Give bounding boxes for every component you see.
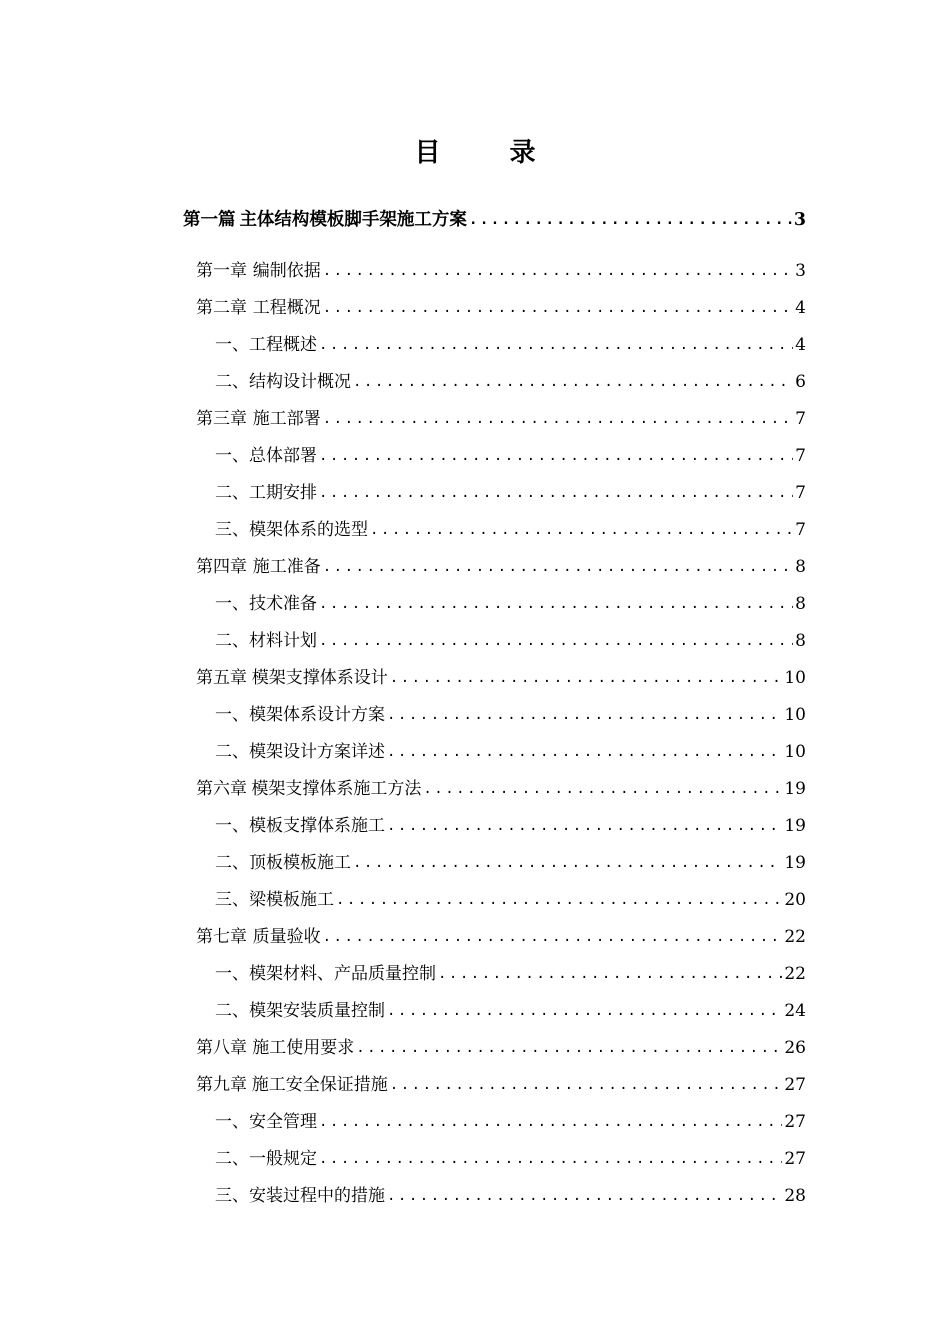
toc-entry-number: 第一章 bbox=[196, 261, 247, 281]
toc-dot-leader bbox=[334, 888, 782, 912]
toc-dot-leader bbox=[354, 1036, 782, 1060]
toc-entry-label: 二、结构设计概况 bbox=[215, 372, 351, 392]
toc-dot-leader bbox=[317, 444, 793, 468]
toc-page-number: 7 bbox=[795, 520, 806, 540]
toc-page-number: 24 bbox=[784, 1001, 806, 1021]
toc-page-number: 6 bbox=[795, 372, 806, 392]
toc-dot-leader bbox=[388, 666, 783, 690]
toc-entry-number: 第四章 bbox=[196, 557, 247, 577]
toc-chapter-entry[interactable] bbox=[196, 917, 806, 954]
toc-entry-number: 第九章 bbox=[196, 1075, 247, 1095]
toc-entry-number: 第三章 bbox=[196, 409, 247, 429]
toc-dot-leader bbox=[317, 592, 793, 616]
toc-entry-label: 施工部署 bbox=[252, 409, 321, 429]
page-title: 目 录 bbox=[414, 138, 566, 168]
toc-page-number: 7 bbox=[795, 446, 806, 466]
toc-page-number: 19 bbox=[784, 779, 806, 799]
toc-page-number: 22 bbox=[784, 927, 806, 947]
toc-part-entry[interactable] bbox=[183, 197, 806, 237]
toc-entry-label: 一、技术准备 bbox=[215, 594, 317, 614]
toc-entry-label: 二、材料计划 bbox=[215, 631, 317, 651]
toc-entry-number: 第一篇 bbox=[183, 210, 236, 230]
toc-page-number: 10 bbox=[784, 668, 806, 688]
toc-entry-label: 三、模架体系的选型 bbox=[215, 520, 368, 540]
toc-dot-leader bbox=[421, 777, 782, 801]
toc-page-number: 20 bbox=[784, 890, 806, 910]
toc-section-entry[interactable] bbox=[215, 584, 806, 621]
toc-page-number: 3 bbox=[793, 210, 806, 230]
toc-page-number: 8 bbox=[795, 631, 806, 651]
toc-section-entry[interactable] bbox=[215, 695, 806, 732]
toc-entry-label: 施工准备 bbox=[252, 557, 321, 577]
toc-page-number: 10 bbox=[784, 705, 806, 725]
toc-dot-leader bbox=[317, 333, 793, 357]
toc-dot-leader bbox=[368, 518, 793, 542]
toc-entry-number: 第五章 bbox=[196, 668, 247, 688]
toc-page-number: 19 bbox=[784, 853, 806, 873]
toc-dot-leader bbox=[351, 370, 793, 394]
toc-entry-label: 施工使用要求 bbox=[252, 1038, 355, 1058]
toc-entry-label: 一、总体部署 bbox=[215, 446, 317, 466]
toc-entry-number: 第七章 bbox=[196, 927, 247, 947]
toc-page-number: 4 bbox=[795, 298, 806, 318]
toc-page-number: 28 bbox=[784, 1186, 806, 1206]
toc-entry-label: 三、梁模板施工 bbox=[215, 890, 334, 910]
toc-page-number: 22 bbox=[784, 964, 806, 984]
toc-dot-leader bbox=[321, 407, 793, 431]
toc-dot-leader bbox=[385, 814, 782, 838]
toc-entry-label: 质量验收 bbox=[252, 927, 321, 947]
toc-dot-leader bbox=[436, 962, 782, 986]
toc-chapter-entry[interactable] bbox=[196, 399, 806, 436]
toc-dot-leader bbox=[321, 259, 793, 283]
toc-entry-number: 第八章 bbox=[196, 1038, 247, 1058]
toc-entry-label: 施工安全保证措施 bbox=[251, 1075, 388, 1095]
toc-dot-leader bbox=[317, 1147, 782, 1171]
toc-entry-label: 一、模架体系设计方案 bbox=[215, 705, 385, 725]
toc-dot-leader bbox=[388, 1073, 783, 1097]
toc-chapter-entry[interactable] bbox=[196, 547, 806, 584]
toc-page-number: 7 bbox=[795, 483, 806, 503]
toc-page-number: 27 bbox=[784, 1149, 806, 1169]
toc-entry-label: 主体结构模板脚手架施工方案 bbox=[239, 210, 467, 230]
toc-dot-leader bbox=[321, 925, 783, 949]
toc-entry-label: 模架支撑体系设计 bbox=[251, 668, 388, 688]
toc-page-number: 8 bbox=[795, 594, 806, 614]
toc-chapter-entry[interactable] bbox=[196, 1065, 806, 1102]
toc-section-entry[interactable] bbox=[215, 954, 806, 991]
toc-section-entry[interactable] bbox=[215, 880, 806, 917]
toc-page-number: 7 bbox=[795, 409, 806, 429]
toc-section-entry[interactable] bbox=[215, 362, 806, 399]
toc-section-entry[interactable] bbox=[215, 325, 806, 362]
toc-page-number: 4 bbox=[795, 335, 806, 355]
toc-entry-label: 二、一般规定 bbox=[215, 1149, 317, 1169]
toc-dot-leader bbox=[317, 481, 793, 505]
toc-entry-label: 一、模板支撑体系施工 bbox=[215, 816, 385, 836]
toc-section-entry[interactable] bbox=[215, 806, 806, 843]
toc-page-number: 8 bbox=[795, 557, 806, 577]
toc-dot-leader bbox=[385, 1184, 782, 1208]
toc-section-entry[interactable] bbox=[215, 621, 806, 658]
toc-section-entry[interactable] bbox=[215, 436, 806, 473]
toc-entry-label: 二、顶板模板施工 bbox=[215, 853, 351, 873]
toc-entry-label: 一、工程概述 bbox=[215, 335, 317, 355]
toc-dot-leader bbox=[385, 703, 782, 727]
toc-entry-label: 二、模架安装质量控制 bbox=[215, 1001, 385, 1021]
toc-dot-leader bbox=[385, 999, 782, 1023]
toc-chapter-entry[interactable] bbox=[196, 251, 806, 288]
toc-entry-number: 第二章 bbox=[196, 298, 247, 318]
toc-entry-label: 三、安装过程中的措施 bbox=[215, 1186, 385, 1206]
toc-section-entry[interactable] bbox=[215, 473, 806, 510]
toc-entry-label: 一、安全管理 bbox=[215, 1112, 317, 1132]
toc-entry-label: 模架支撑体系施工方法 bbox=[251, 779, 422, 799]
toc-page-number: 26 bbox=[784, 1038, 806, 1058]
toc-entry-label: 一、模架材料、产品质量控制 bbox=[215, 964, 436, 984]
toc-section-entry[interactable] bbox=[215, 1102, 806, 1139]
toc-entry-label: 工程概况 bbox=[252, 298, 321, 318]
toc-chapter-entry[interactable] bbox=[196, 769, 806, 806]
toc-dot-leader bbox=[351, 851, 782, 875]
toc-page-number: 27 bbox=[784, 1112, 806, 1132]
toc-section-entry[interactable] bbox=[215, 1139, 806, 1176]
toc-page-number: 27 bbox=[784, 1075, 806, 1095]
toc-dot-leader bbox=[467, 208, 792, 232]
toc-dot-leader bbox=[317, 1110, 782, 1134]
toc-page-number: 3 bbox=[795, 261, 806, 281]
toc-chapter-entry[interactable] bbox=[196, 1028, 806, 1065]
toc-chapter-entry[interactable] bbox=[196, 658, 806, 695]
toc-entry-label: 二、模架设计方案详述 bbox=[215, 742, 385, 762]
toc-entry-label: 编制依据 bbox=[252, 261, 321, 281]
table-of-contents bbox=[0, 197, 950, 1213]
toc-dot-leader bbox=[321, 555, 793, 579]
toc-entry-number: 第六章 bbox=[196, 779, 247, 799]
toc-dot-leader bbox=[385, 740, 782, 764]
toc-section-entry[interactable] bbox=[215, 510, 806, 547]
toc-dot-leader bbox=[321, 296, 793, 320]
toc-page-number: 19 bbox=[784, 816, 806, 836]
toc-dot-leader bbox=[317, 629, 793, 653]
toc-chapter-entry[interactable] bbox=[196, 288, 806, 325]
toc-section-entry[interactable] bbox=[215, 732, 806, 769]
toc-page-number: 10 bbox=[784, 742, 806, 762]
toc-entry-label: 二、工期安排 bbox=[215, 483, 317, 503]
toc-section-entry[interactable] bbox=[215, 843, 806, 880]
toc-section-entry[interactable] bbox=[215, 1176, 806, 1213]
toc-section-entry[interactable] bbox=[215, 991, 806, 1028]
